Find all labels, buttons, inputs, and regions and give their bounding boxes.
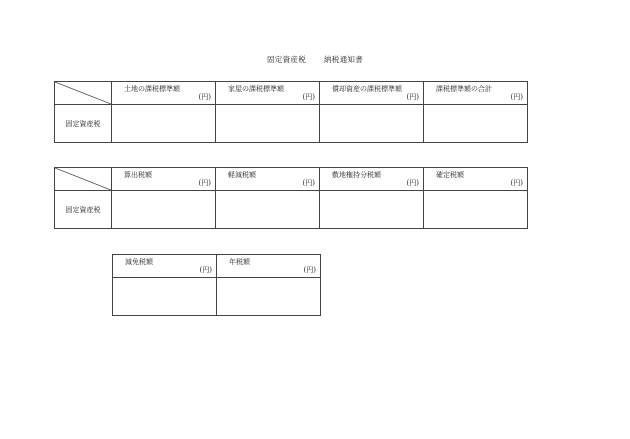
header-label: 敷地権持分税額: [332, 171, 381, 179]
tax-base-table: [54, 81, 528, 143]
header-cell-land-base: [112, 82, 216, 105]
header-cell-depreciable-base: [320, 82, 424, 105]
value-cell-site-share-tax: [320, 191, 424, 229]
header-label: 確定税額: [436, 171, 464, 179]
annual-tax-table: [112, 254, 321, 316]
header-cell-reduction-tax: [216, 168, 320, 191]
value-cell-calculated-tax: [112, 191, 216, 229]
table-row: [55, 191, 528, 229]
header-label: 課税標準額の合計: [436, 85, 492, 93]
title-notice-name: 納税通知書: [324, 55, 363, 64]
header-cell-site-share-tax: [320, 168, 424, 191]
header-label: 年税額: [229, 258, 250, 266]
header-unit: (円): [199, 266, 212, 274]
value-cell-house-base: [216, 105, 320, 143]
header-unit: (円): [198, 179, 211, 187]
header-cell-base-total: [424, 82, 528, 105]
header-unit: (円): [302, 179, 315, 187]
value-cell-land-base: [112, 105, 216, 143]
header-unit: (円): [406, 179, 419, 187]
header-unit: (円): [406, 93, 419, 101]
corner-cell: [55, 82, 112, 105]
header-unit: (円): [510, 93, 523, 101]
value-cell-base-total: [424, 105, 528, 143]
header-unit: (円): [302, 93, 315, 101]
table-row: [113, 278, 321, 316]
document-title: [0, 54, 630, 65]
header-label: 減免税額: [125, 258, 153, 266]
row-label-fixed-asset-tax: 固定資産税: [55, 191, 112, 229]
header-unit: (円): [510, 179, 523, 187]
value-cell-depreciable-base: [320, 105, 424, 143]
header-unit: (円): [303, 266, 316, 274]
table-row: [55, 105, 528, 143]
value-cell-reduction-tax: [216, 191, 320, 229]
tax-amount-table: [54, 167, 528, 229]
table-header-row: [55, 82, 528, 105]
diagonal-line: [55, 168, 111, 190]
title-tax-name: 固定資産税: [267, 55, 306, 64]
header-cell-final-tax: [424, 168, 528, 191]
header-label: 算出税額: [124, 171, 152, 179]
diagonal-line: [55, 82, 111, 104]
header-cell-exemption-tax: [113, 255, 217, 278]
header-label: 軽減税額: [228, 171, 256, 179]
header-cell-annual-tax: [217, 255, 321, 278]
header-cell-house-base: [216, 82, 320, 105]
value-cell-annual-tax: [217, 278, 321, 316]
corner-cell: [55, 168, 112, 191]
table-header-row: [113, 255, 321, 278]
header-cell-calculated-tax: [112, 168, 216, 191]
header-unit: (円): [198, 93, 211, 101]
header-label: 家屋の課税標準額: [228, 85, 284, 93]
value-cell-exemption-tax: [113, 278, 217, 316]
header-label: 土地の課税標準額: [124, 85, 180, 93]
row-label-fixed-asset-tax: 固定資産税: [55, 105, 112, 143]
table-header-row: [55, 168, 528, 191]
header-label: 償却資産の課税標準額: [332, 85, 402, 93]
value-cell-final-tax: [424, 191, 528, 229]
